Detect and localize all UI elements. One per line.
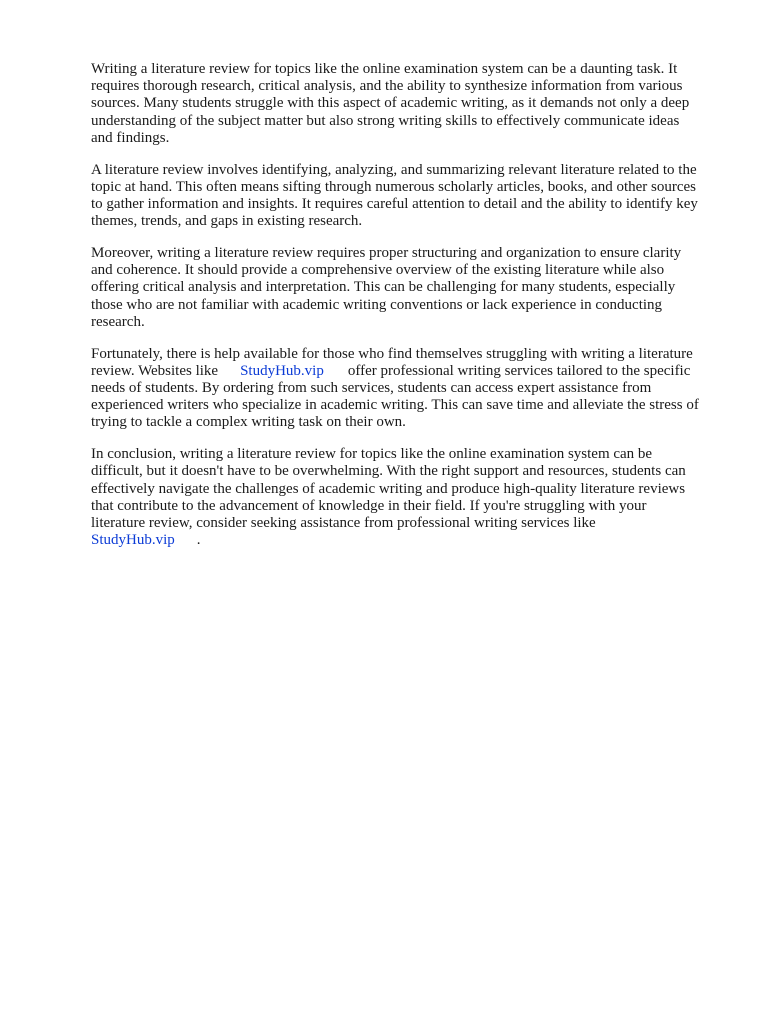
text-line: topic at hand. This often means sifting through numerous scholarly articles, books, and other sources	[91, 178, 697, 195]
text-line: literature review, consider seeking assistance from professional writing services like	[91, 515, 596, 532]
text-line: understanding of the subject matter but also strong writing skills to effectively communicate ideas	[91, 112, 680, 129]
text-line: requires thorough research, critical analysis, and the ability to synthesize information from various	[91, 78, 683, 95]
paragraph-help	[91, 346, 723, 432]
document-body	[91, 61, 723, 564]
paragraph-conclusion	[91, 446, 723, 549]
studyhub-link[interactable]: StudyHub.vip	[240, 362, 324, 379]
text-line-with-link	[91, 532, 723, 549]
text-line: difficult, but it doesn't have to be overwhelming. With the right support and resources, students can	[91, 463, 686, 480]
text-line-with-link	[91, 363, 723, 380]
text-line: research.	[91, 313, 145, 330]
text-line: experienced writers who specialize in academic writing. This can save time and alleviate the stress of	[91, 397, 699, 414]
sentence-period: .	[196, 532, 201, 549]
text-line: effectively navigate the challenges of academic writing and produce high-quality literature reviews	[91, 480, 686, 497]
link-lead-text: review. Websites like	[91, 362, 219, 379]
text-line: Writing a literature review for topics like the online examination system can be a daunting task. It	[91, 61, 678, 77]
studyhub-link[interactable]: StudyHub.vip	[91, 532, 175, 549]
text-line: to gather information and insights. It requires careful attention to detail and the ability to identify key	[91, 196, 698, 213]
text-line: trying to tackle a complex writing task on their own.	[91, 414, 406, 431]
text-line: those who are not familiar with academic writing conventions or lack experience in conducting	[91, 296, 663, 313]
text-line: and findings.	[91, 129, 170, 146]
text-line: Moreover, writing a literature review requires proper structuring and organization to ensure clarity	[91, 245, 682, 262]
text-line: A literature review involves identifying, analyzing, and summarizing relevant literature related to the	[91, 161, 697, 178]
text-line: and coherence. It should provide a comprehensive overview of the existing literature while also	[91, 262, 665, 279]
text-line: that contribute to the advancement of knowledge in their field. If you're struggling with your	[91, 497, 647, 514]
text-line: Fortunately, there is help available for those who find themselves struggling with writing a literature	[91, 345, 693, 362]
text-line: themes, trends, and gaps in existing research.	[91, 213, 363, 230]
link-trail-text: offer professional writing services tailored to the specific	[347, 362, 691, 379]
paragraph-intro	[91, 61, 723, 147]
text-line: sources. Many students struggle with this aspect of academic writing, as it demands not only a deep	[91, 95, 690, 112]
paragraph-structure	[91, 245, 723, 331]
text-line: In conclusion, writing a literature review for topics like the online examination system can be	[91, 446, 653, 463]
text-line: needs of students. By ordering from such services, students can access expert assistance from	[91, 380, 652, 397]
paragraph-definition	[91, 162, 723, 231]
text-line: offering critical analysis and interpretation. This can be challenging for many students, especially	[91, 279, 676, 296]
